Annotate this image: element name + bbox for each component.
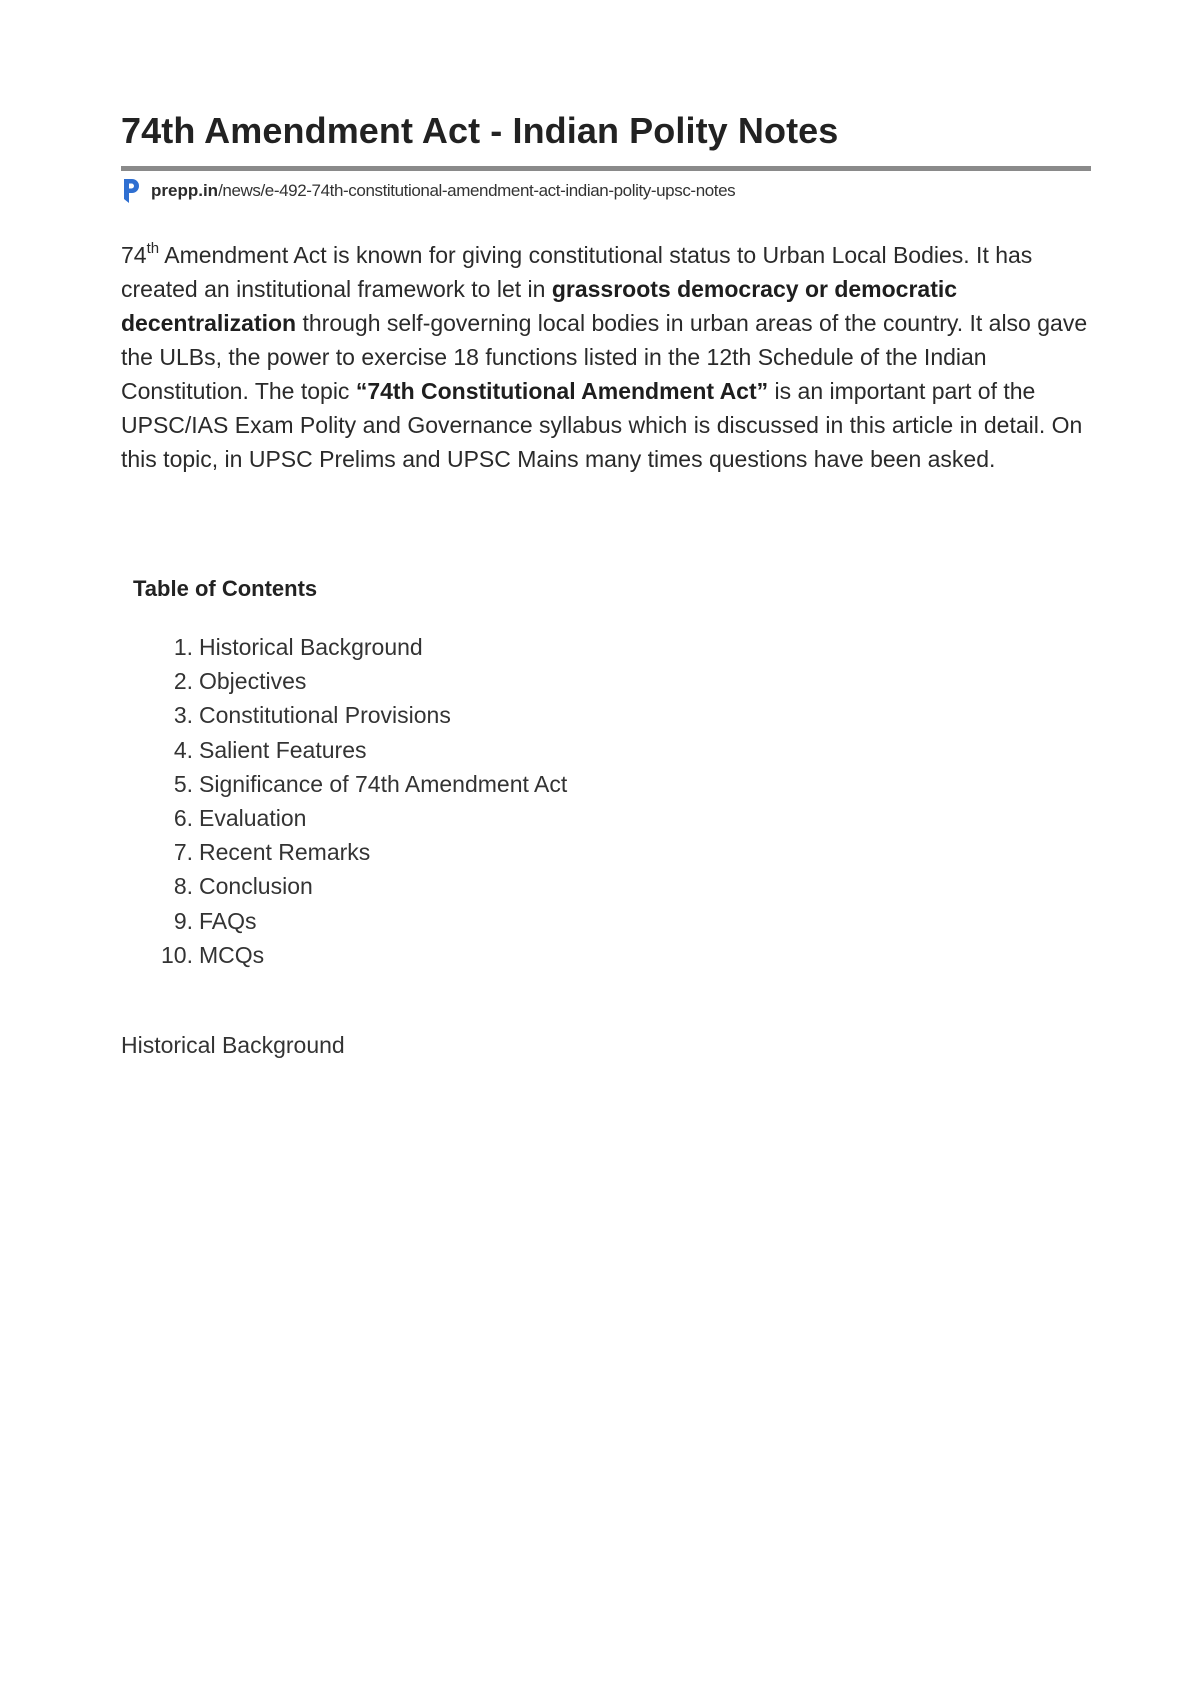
toc-item[interactable] xyxy=(121,801,567,835)
toc-item-number: 4. xyxy=(173,736,193,763)
toc-item-label[interactable]: Recent Remarks xyxy=(199,839,371,866)
toc-item-number: 6. xyxy=(173,804,193,831)
intro-superscript: th xyxy=(146,240,160,257)
intro-text-2: through self-governing local bodies in urban areas of the country. It also gave the ULBs, the power to exercise 18 functions listed in the 12th Schedule of the Indian Constitution. The topic xyxy=(121,310,1088,404)
intro-text-3: is an important part of the UPSC/IAS Exam Polity and Governance syllabus which is discussed in this article in detail. On this topic, in UPSC Prelims and UPSC Mains many times questions have been asked. xyxy=(121,378,1083,472)
toc-item-label[interactable]: Objectives xyxy=(199,668,307,695)
toc-title: Table of Contents xyxy=(133,576,318,601)
toc-item-label[interactable]: Conclusion xyxy=(199,873,313,900)
intro-text-1: Amendment Act is known for giving constitutional status to Urban Local Bodies. It has created an institutional framework to let in xyxy=(121,242,1033,302)
toc-item[interactable] xyxy=(121,835,567,869)
source-path[interactable]: /news/e-492-74th-constitutional-amendment-act-indian-polity-upsc-notes xyxy=(218,181,736,200)
toc-item-label[interactable]: MCQs xyxy=(199,941,265,968)
toc-item[interactable] xyxy=(121,733,567,767)
toc-item-number: 5. xyxy=(173,770,193,797)
toc-item-number: 2. xyxy=(173,668,193,695)
intro-number: 74 xyxy=(121,242,147,268)
toc-item-number: 7. xyxy=(173,839,193,866)
toc-item-label[interactable]: Significance of 74th Amendment Act xyxy=(199,770,568,797)
toc-item-label[interactable]: Evaluation xyxy=(199,804,307,831)
toc-item[interactable] xyxy=(121,698,567,732)
prepp-logo-icon xyxy=(121,178,139,204)
toc-item[interactable] xyxy=(121,767,567,801)
toc-item-number: 10. xyxy=(161,941,193,968)
section-heading: Historical Background xyxy=(121,1032,345,1058)
toc-item-number: 9. xyxy=(173,907,193,934)
intro-bold-2: “74th Constitutional Amendment Act” xyxy=(355,378,769,404)
page-title: 74th Amendment Act - Indian Polity Notes xyxy=(121,110,839,151)
intro-bold-1: grassroots democracy or democratic decentralization xyxy=(121,276,958,336)
source-domain[interactable]: prepp.in xyxy=(151,181,219,200)
source-line xyxy=(121,178,735,204)
toc-item-label[interactable]: FAQs xyxy=(199,907,257,934)
toc-item[interactable] xyxy=(121,630,567,664)
toc-item[interactable] xyxy=(121,938,567,972)
toc-item-label[interactable]: Salient Features xyxy=(199,736,367,763)
toc-item[interactable] xyxy=(121,664,567,698)
toc-list xyxy=(121,630,567,972)
intro-paragraph xyxy=(121,238,1096,476)
toc-item[interactable] xyxy=(121,869,567,903)
toc-item-label[interactable]: Constitutional Provisions xyxy=(199,702,451,729)
toc-item-number: 3. xyxy=(173,702,193,729)
toc-item-number: 8. xyxy=(173,873,193,900)
toc-item-label[interactable]: Historical Background xyxy=(199,634,423,660)
toc-item-number: 1. xyxy=(173,634,193,660)
toc-item[interactable] xyxy=(121,904,567,938)
title-divider xyxy=(121,166,1091,171)
